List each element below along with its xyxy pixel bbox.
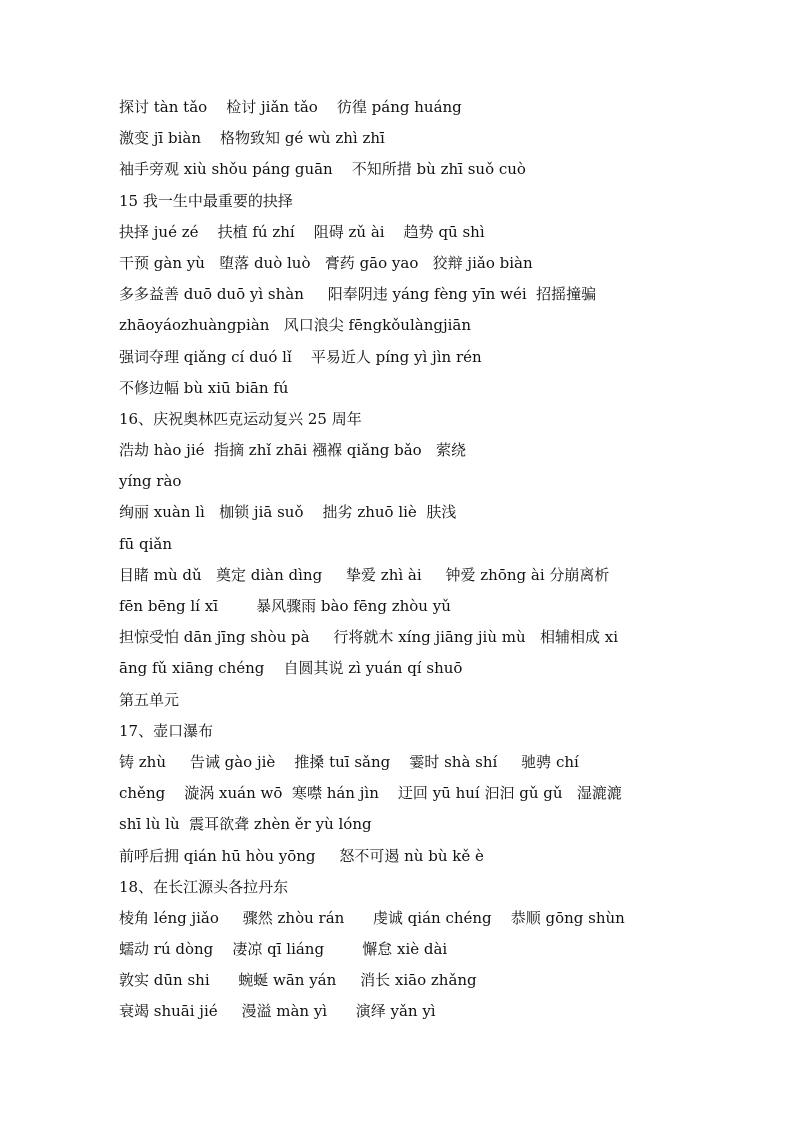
unit-heading — [119, 685, 694, 716]
text-line — [119, 903, 694, 934]
text-line — [119, 248, 694, 279]
text-line — [119, 996, 694, 1027]
text-line — [119, 841, 694, 872]
text-line — [119, 123, 694, 154]
line-text: 激变 jī biàn 格物致知 gé wù zhì zhī — [119, 129, 385, 148]
text-line — [119, 279, 694, 310]
line-text: 不修边幅 bù xiū biān fú — [119, 378, 289, 397]
section-heading — [119, 186, 694, 217]
line-text: 棱角 léng jiǎo 骤然 zhòu rán 虔诚 qián chéng 恭顺 gōng shùn — [119, 908, 625, 927]
text-line — [119, 373, 694, 404]
line-text: āng fǔ xiāng chéng 自圆其说 zì yuán qí shuō — [119, 659, 463, 678]
text-line — [119, 934, 694, 965]
line-text: fū qiǎn — [119, 534, 172, 553]
line-text: 袖手旁观 xiù shǒu páng guān 不知所措 bù zhī suǒ cuò — [119, 160, 526, 179]
section-heading — [119, 404, 694, 435]
line-text: zhāoyáozhuàngpiàn 风口浪尖 fēngkǒulàngjiān — [119, 316, 472, 335]
text-line — [119, 622, 694, 653]
line-text: 探讨 tàn tǎo 检讨 jiǎn tǎo 彷徨 páng huáng — [119, 98, 462, 116]
line-text: 衰竭 shuāi jié 漫溢 màn yì 演绎 yǎn yì — [119, 1002, 436, 1021]
text-line — [119, 497, 694, 528]
text-line — [119, 529, 694, 560]
section-heading — [119, 872, 694, 903]
line-text: 浩劫 hào jié 指摘 zhǐ zhāi 襁褓 qiǎng bǎo 萦绕 — [119, 441, 467, 460]
line-text: chěng 漩涡 xuán wō 寒噤 hán jìn 迂回 yū huí 汩汩 gǔ gǔ 湿漉漉 — [119, 784, 622, 803]
text-line — [119, 591, 694, 622]
heading-text: 15 我一生中最重要的抉择 — [119, 191, 293, 210]
text-line — [119, 435, 694, 466]
line-text: 敦实 dūn shi 蜿蜒 wān yán 消长 xiāo zhǎng — [119, 971, 477, 990]
heading-text: 16、庆祝奥林匹克运动复兴 25 周年 — [119, 409, 362, 428]
line-text: 抉择 jué zé 扶植 fú zhí 阻碍 zǔ ài 趋势 qū shì — [119, 222, 485, 241]
section-heading — [119, 716, 694, 747]
text-line — [119, 560, 694, 591]
line-text: 干预 gàn yù 堕落 duò luò 膏药 gāo yao 狡辩 jiǎo biàn — [119, 253, 533, 272]
line-text: 强词夺理 qiǎng cí duó lǐ 平易近人 píng yì jìn rén — [119, 347, 482, 366]
text-line — [119, 809, 694, 840]
line-text: shī lù lù 震耳欲聋 zhèn ěr yù lóng — [119, 815, 372, 834]
text-line — [119, 747, 694, 778]
text-line — [119, 92, 694, 123]
text-line — [119, 310, 694, 341]
line-text: 蠕动 rú dòng 凄凉 qī liáng 懈怠 xiè dài — [119, 940, 448, 959]
heading-text: 17、壶口瀑布 — [119, 721, 214, 740]
line-text: fēn bēng lí xī 暴风骤雨 bào fēng zhòu yǔ — [119, 597, 451, 615]
text-line — [119, 653, 694, 684]
line-text: yíng rào — [119, 472, 182, 491]
line-text: 前呼后拥 qián hū hòu yōng 怒不可遏 nù bù kě è — [119, 846, 484, 865]
line-text: 目睹 mù dǔ 奠定 diàn dìng 挚爱 zhì ài 钟爱 zhōng ài 分崩离析 — [119, 565, 610, 584]
text-line — [119, 965, 694, 996]
text-line — [119, 778, 694, 809]
text-line — [119, 154, 694, 185]
text-line — [119, 342, 694, 373]
text-line — [119, 466, 694, 497]
document-page — [119, 92, 694, 1028]
text-line — [119, 217, 694, 248]
line-text: 多多益善 duō duō yì shàn 阳奉阴违 yáng fèng yīn wéi 招摇撞骗 — [119, 285, 597, 304]
line-text: 担惊受怕 dān jīng shòu pà 行将就木 xíng jiāng jiù mù 相辅相成 xi — [119, 628, 618, 647]
heading-text: 第五单元 — [119, 690, 180, 709]
line-text: 绚丽 xuàn lì 枷锁 jiā suǒ 拙劣 zhuō liè 肤浅 — [119, 503, 457, 522]
heading-text: 18、在长江源头各拉丹东 — [119, 877, 289, 896]
line-text: 铸 zhù 告诫 gào jiè 推搡 tuī sǎng 霎时 shà shí 驰骋 chí — [119, 752, 579, 771]
